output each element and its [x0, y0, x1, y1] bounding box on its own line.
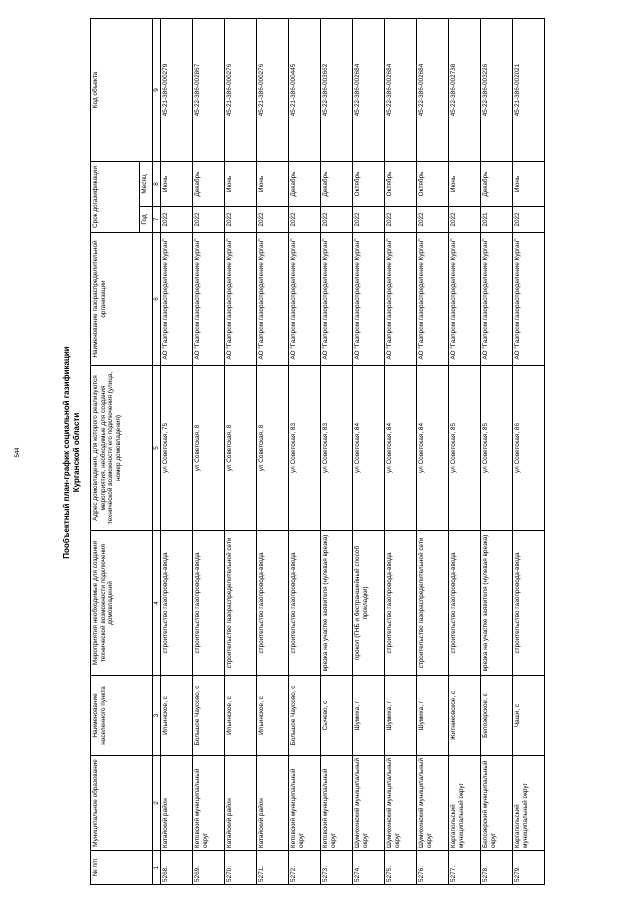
organization-cell: АО "Газпром газораспределение Курган": [417, 233, 449, 366]
object-code-cell: 45-22-386-002738: [449, 19, 481, 162]
row-number: 5270.: [225, 851, 257, 885]
month-cell: Декабрь: [193, 162, 225, 207]
table-row: [481, 19, 513, 885]
row-number: 5269.: [193, 851, 225, 885]
organization-cell: АО "Газпром газораспределение Курган": [385, 233, 417, 366]
address-cell: ул Советская, 8: [257, 366, 289, 531]
month-cell: Октябрь: [353, 162, 385, 207]
month-cell: Июнь: [449, 162, 481, 207]
column-number: 9: [153, 19, 161, 162]
table-row: [449, 19, 481, 885]
organization-cell: АО "Газпром газораспределение Курган": [161, 233, 193, 366]
organization-cell: АО "Газпром газораспределение Курган": [257, 233, 289, 366]
object-code-cell: 45-22-386-003662: [321, 19, 353, 162]
settlement-cell: Ильинское, с: [161, 676, 193, 756]
measures-cell: врезка на участке заявителя (нулевая врезка): [481, 531, 513, 676]
month-cell: Июнь: [161, 162, 193, 207]
organization-cell: АО "Газпром газораспределение Курган": [353, 233, 385, 366]
header-month: Месяц: [140, 162, 153, 207]
object-code-cell: 45-22-386-002684: [417, 19, 449, 162]
year-cell: 2022: [321, 207, 353, 233]
measures-cell: строительство газопровода-ввода: [449, 531, 481, 676]
organization-cell: АО "Газпром газораспределение Курган": [513, 233, 545, 366]
header-settlement: Наименование населенного пункта: [91, 676, 153, 756]
address-cell: ул Советская, 84: [417, 366, 449, 531]
settlement-cell: Шумиха, г: [385, 676, 417, 756]
municipality-cell: Кетовский муниципальный округ: [289, 756, 321, 851]
month-cell: Декабрь: [321, 162, 353, 207]
table-row: [385, 19, 417, 885]
object-code-cell: 45-21-386-000276: [225, 19, 257, 162]
row-number: 5273.: [321, 851, 353, 885]
object-code-cell: 45-22-386-003226: [481, 19, 513, 162]
municipality-cell: Катайский район: [257, 756, 289, 851]
municipality-cell: Шумихинский муниципальный округ: [417, 756, 449, 851]
column-number: 1: [153, 851, 161, 885]
object-code-cell: 45-21-386-002021: [513, 19, 545, 162]
measures-cell: врезка на участке заявителя (нулевая врезка): [321, 531, 353, 676]
object-code-cell: 45-21-386-000276: [257, 19, 289, 162]
address-cell: ул Советская, 83: [321, 366, 353, 531]
year-cell: 2022: [193, 207, 225, 233]
address-cell: ул Советская, 84: [385, 366, 417, 531]
municipality-cell: Шумихинский муниципальный округ: [353, 756, 385, 851]
table-row: [289, 19, 321, 885]
month-cell: Июнь: [513, 162, 545, 207]
object-code-cell: 45-22-386-002684: [385, 19, 417, 162]
title-line-2: Курганской области: [72, 412, 81, 493]
settlement-cell: Ильинское, с: [225, 676, 257, 756]
year-cell: 2022: [225, 207, 257, 233]
measures-cell: строительство газопровода-ввода: [257, 531, 289, 676]
settlement-cell: Большое Чаусово, с: [193, 676, 225, 756]
row-number: 5278.: [481, 851, 513, 885]
municipality-cell: Белозерский муниципальный округ: [481, 756, 513, 851]
table-row: [161, 19, 193, 885]
address-cell: ул Советская, 83: [289, 366, 321, 531]
organization-cell: АО "Газпром газораспределение Курган": [193, 233, 225, 366]
row-number: 5275.: [385, 851, 417, 885]
title-line-1: Пообъектный план-график социальной газификации: [62, 346, 71, 559]
measures-cell: строительство газопровода-ввода: [289, 531, 321, 676]
month-cell: Июнь: [225, 162, 257, 207]
header-deadline: Срок догазификации: [91, 162, 140, 233]
organization-cell: АО "Газпром газораспределение Курган": [289, 233, 321, 366]
table-row: [513, 19, 545, 885]
header-municipality: Муниципальное образование: [91, 756, 153, 851]
address-cell: ул Советская, 8: [193, 366, 225, 531]
organization-cell: АО "Газпром газораспределение Курган": [225, 233, 257, 366]
organization-cell: АО "Газпром газораспределение Курган": [321, 233, 353, 366]
municipality-cell: Катайский район: [225, 756, 257, 851]
settlement-cell: Чаши, с: [513, 676, 545, 756]
month-cell: Октябрь: [417, 162, 449, 207]
object-code-cell: 45-21-386-000279: [161, 19, 193, 162]
table-body: [161, 19, 545, 885]
column-number: 6: [153, 233, 161, 366]
organization-cell: АО "Газпром газораспределение Курган": [481, 233, 513, 366]
municipality-cell: Катайский район: [161, 756, 193, 851]
row-number: 5271.: [257, 851, 289, 885]
month-cell: Июнь: [257, 162, 289, 207]
header-organization: Наименование газораспределительной организации: [91, 233, 153, 366]
address-cell: ул Советская, 85: [481, 366, 513, 531]
row-number: 5272.: [289, 851, 321, 885]
object-code-cell: 45-22-386-002684: [353, 19, 385, 162]
year-cell: 2022: [385, 207, 417, 233]
row-number: 5268.: [161, 851, 193, 885]
measures-cell: строительство газопровода-ввода: [161, 531, 193, 676]
row-number: 5276.: [417, 851, 449, 885]
table-row: [417, 19, 449, 885]
document-title: [62, 0, 82, 905]
address-cell: ул Советская, 84: [353, 366, 385, 531]
settlement-cell: Житниковское, с: [449, 676, 481, 756]
settlement-cell: Белозерское, с: [481, 676, 513, 756]
header-code: Код объекта: [91, 19, 153, 162]
column-number: 7: [153, 207, 161, 233]
year-cell: 2022: [161, 207, 193, 233]
table-row: [225, 19, 257, 885]
column-number: 8: [153, 162, 161, 207]
measures-cell: строительство газопровода-ввода: [193, 531, 225, 676]
settlement-cell: Шумиха, г: [353, 676, 385, 756]
column-number: 5: [153, 366, 161, 531]
municipality-cell: Кетовский муниципальный округ: [193, 756, 225, 851]
measures-cell: строительство газораспределительной сети: [417, 531, 449, 676]
settlement-cell: Шумиха, г: [417, 676, 449, 756]
address-cell: ул Советская, 75: [161, 366, 193, 531]
table-row: [353, 19, 385, 885]
municipality-cell: Каргапольский муниципальный округ: [449, 756, 481, 851]
table-row: [257, 19, 289, 885]
year-cell: 2021: [481, 207, 513, 233]
row-number: 5279.: [513, 851, 545, 885]
header-address: Адрес домовладения, для которого реализуются мероприятия, необходимые для создания технической возможности его подключения (улица, номер домовладения): [91, 366, 153, 531]
month-cell: Декабрь: [481, 162, 513, 207]
address-cell: ул Советская, 8: [225, 366, 257, 531]
month-cell: Октябрь: [385, 162, 417, 207]
column-number: 2: [153, 756, 161, 851]
page-number: 544: [15, 447, 21, 458]
measures-cell: прокол (ГНБ и бестраншейный способ прокладки): [353, 531, 385, 676]
row-number: 5277.: [449, 851, 481, 885]
municipality-cell: Кетовский муниципальный округ: [321, 756, 353, 851]
object-code-cell: 45-21-386-000445: [289, 19, 321, 162]
address-cell: ул Советская, 85: [449, 366, 481, 531]
month-cell: Декабрь: [289, 162, 321, 207]
municipality-cell: Шумихинский муниципальный округ: [385, 756, 417, 851]
year-cell: 2022: [257, 207, 289, 233]
header-year: Год: [140, 207, 153, 233]
organization-cell: АО "Газпром газораспределение Курган": [449, 233, 481, 366]
settlement-cell: Сычево, с: [321, 676, 353, 756]
year-cell: 2022: [449, 207, 481, 233]
measures-cell: строительство газопровода-ввода: [513, 531, 545, 676]
measures-cell: строительство газопровода-ввода: [385, 531, 417, 676]
year-cell: 2022: [289, 207, 321, 233]
municipality-cell: Каргапольский муниципальный округ: [513, 756, 545, 851]
address-cell: ул Советская, 86: [513, 366, 545, 531]
row-number: 5274.: [353, 851, 385, 885]
object-code-cell: 45-22-386-002867: [193, 19, 225, 162]
settlement-cell: Ильинское, с: [257, 676, 289, 756]
column-number: 4: [153, 531, 161, 676]
measures-cell: строительство газораспределительной сети: [225, 531, 257, 676]
table-row: [193, 19, 225, 885]
column-number: 3: [153, 676, 161, 756]
year-cell: 2022: [353, 207, 385, 233]
year-cell: 2022: [417, 207, 449, 233]
settlement-cell: Большое Чаусово, с: [289, 676, 321, 756]
gasification-schedule-table: [90, 18, 545, 885]
header-measures: Мероприятия необходимые для создания технической возможности подключения домовладений: [91, 531, 153, 676]
table-row: [321, 19, 353, 885]
year-cell: 2022: [513, 207, 545, 233]
header-num: № п/п: [91, 851, 153, 885]
